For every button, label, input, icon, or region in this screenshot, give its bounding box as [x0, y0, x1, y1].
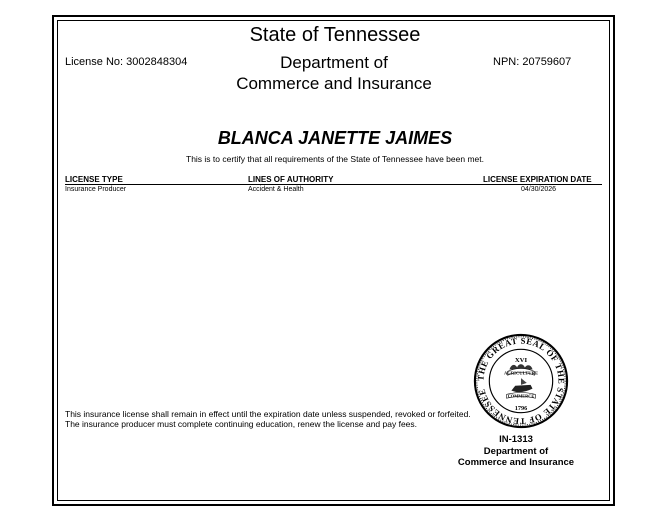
footer-dept-line1: Department of	[483, 445, 549, 457]
seal-agriculture: AGRICULTURE	[503, 370, 539, 376]
license-holder-name: BLANCA JANETTE JAIMES	[217, 128, 453, 148]
column-header-lines-of-authority: LINES OF AUTHORITY	[248, 175, 334, 184]
seal-year: 1796	[514, 404, 528, 412]
department-title-line1: Department of	[280, 53, 388, 72]
table-header-rule	[65, 184, 602, 185]
cell-license-type: Insurance Producer	[65, 186, 127, 193]
footer-dept-line2: Commerce and Insurance	[457, 457, 575, 468]
form-code: IN-1313	[499, 434, 533, 445]
cell-expiration-date: 04/30/2026	[521, 186, 557, 193]
department-title	[200, 52, 468, 94]
seal-commerce: COMMERCE	[507, 393, 535, 399]
license-number: License No: 3002848304	[65, 56, 188, 68]
department-title-line2: Commerce and Insurance	[236, 74, 432, 93]
state-seal-icon	[473, 333, 569, 429]
cell-lines-of-authority: Accident & Health	[248, 186, 304, 193]
state-title: State of Tennessee	[249, 24, 421, 46]
seal-roman: XVI	[514, 356, 528, 364]
seal-ring-text: THE GREAT SEAL OF THE STATE OF TENNESSEE	[475, 335, 567, 427]
license-notice: This insurance license shall remain in effect until the expiration date unless suspended, revoked or forfeited. The insurance producer must complete continuing education, renew the license and pay fees.	[65, 409, 471, 429]
column-header-expiration-date: LICENSE EXPIRATION DATE	[483, 175, 592, 184]
issuing-office-block	[445, 434, 587, 469]
column-header-license-type: LICENSE TYPE	[65, 175, 123, 184]
certification-statement: This is to certify that all requirements of the State of Tennessee have been met.	[186, 154, 484, 164]
npn-number: NPN: 20759607	[493, 56, 572, 68]
